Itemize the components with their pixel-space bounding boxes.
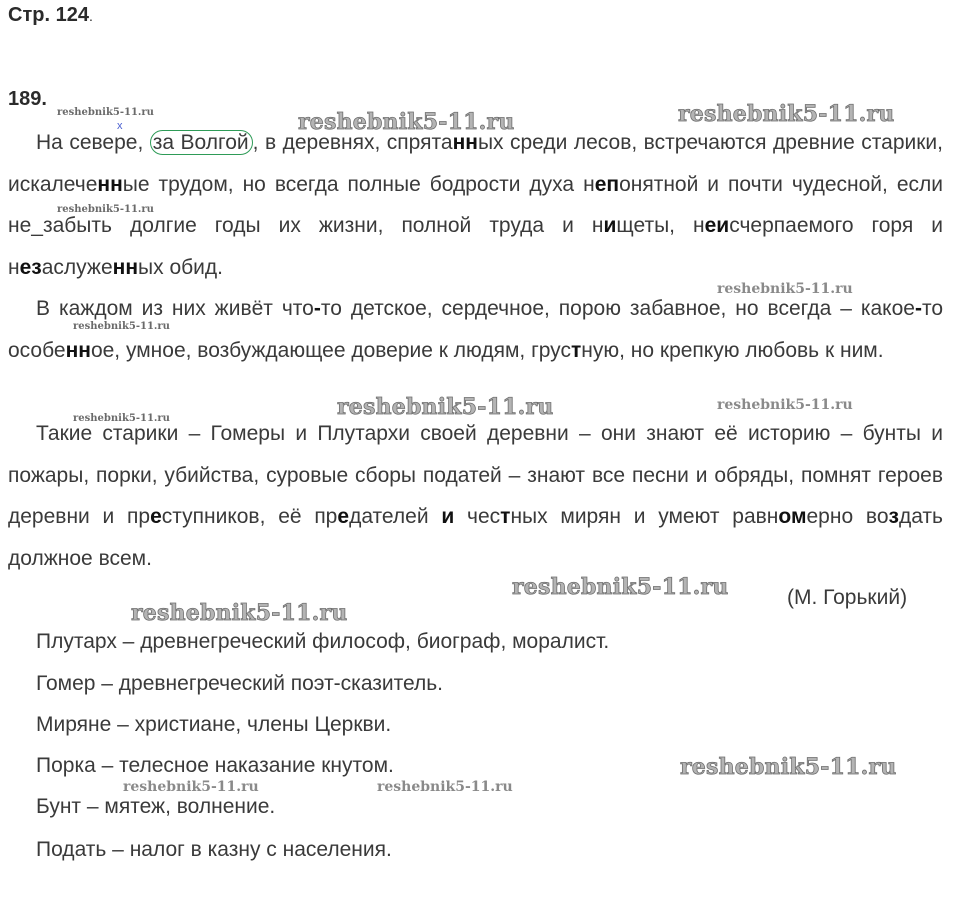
watermark: reshebnik5-11.ru	[337, 394, 554, 420]
watermark: reshebnik5-11.ru	[377, 779, 513, 795]
watermark: reshebnik5-11.ru	[57, 204, 154, 215]
paragraph-3: Такие старики – Гомеры и Плутархи своей деревни – они знают её историю – бунты и пожары, порки, убийства, суровые сборы податей – знают все песни и обряды, помнят героев деревни и преступников, её предателей и честных мирян и умеют равномерно воздать должное всем.	[8, 422, 943, 570]
watermark: reshebnik5-11.ru	[298, 109, 515, 135]
watermark: reshebnik5-11.ru	[73, 413, 170, 424]
exercise-number: 189.	[8, 88, 47, 110]
circled-phrase: за Волгой	[150, 130, 253, 155]
watermark: reshebnik5-11.ru	[131, 600, 348, 626]
definition-item: Бунт – мятеж, волнение.	[36, 795, 276, 818]
annotation-x-mark: x	[117, 120, 123, 132]
watermark: reshebnik5-11.ru	[717, 397, 853, 413]
page-reference: Стр. 124.	[8, 4, 93, 26]
watermark: reshebnik5-11.ru	[717, 281, 853, 297]
definition-item: Подать – налог в казну с населения.	[36, 838, 392, 861]
definition-item: Плутарх – древнегреческий философ, биограф, моралист.	[36, 630, 610, 653]
paragraph-1: На севере, за Волгой , в деревнях, спрятанных среди лесов, встречаются древние старики, искалеченные трудом, но всегда полные бодрости духа непонятной и почти чудесной, если не_забыть долгие годы их жизни, полной труда и нищеты, неисчерпаемого горя и незаслуженных обид.	[8, 131, 944, 279]
watermark: reshebnik5-11.ru	[512, 574, 729, 600]
watermark: reshebnik5-11.ru	[123, 779, 259, 795]
definition-item: Миряне – христиане, члены Церкви.	[36, 713, 392, 736]
watermark: reshebnik5-11.ru	[57, 107, 154, 118]
watermark: reshebnik5-11.ru	[678, 101, 895, 127]
watermark: reshebnik5-11.ru	[73, 321, 170, 332]
author-attribution: (М. Горький)	[787, 586, 908, 609]
definition-item: Гомер – древнегреческий поэт-сказитель.	[36, 672, 444, 695]
paragraph-2: В каждом из них живёт что-то детское, сердечное, порою забавное, но всегда – какое-то особенное, умное, возбуждающее доверие к людям, грустную, но крепкую любовь к ним.	[8, 297, 943, 362]
watermark: reshebnik5-11.ru	[680, 754, 897, 780]
definition-item: Порка – телесное наказание кнутом.	[36, 754, 394, 777]
